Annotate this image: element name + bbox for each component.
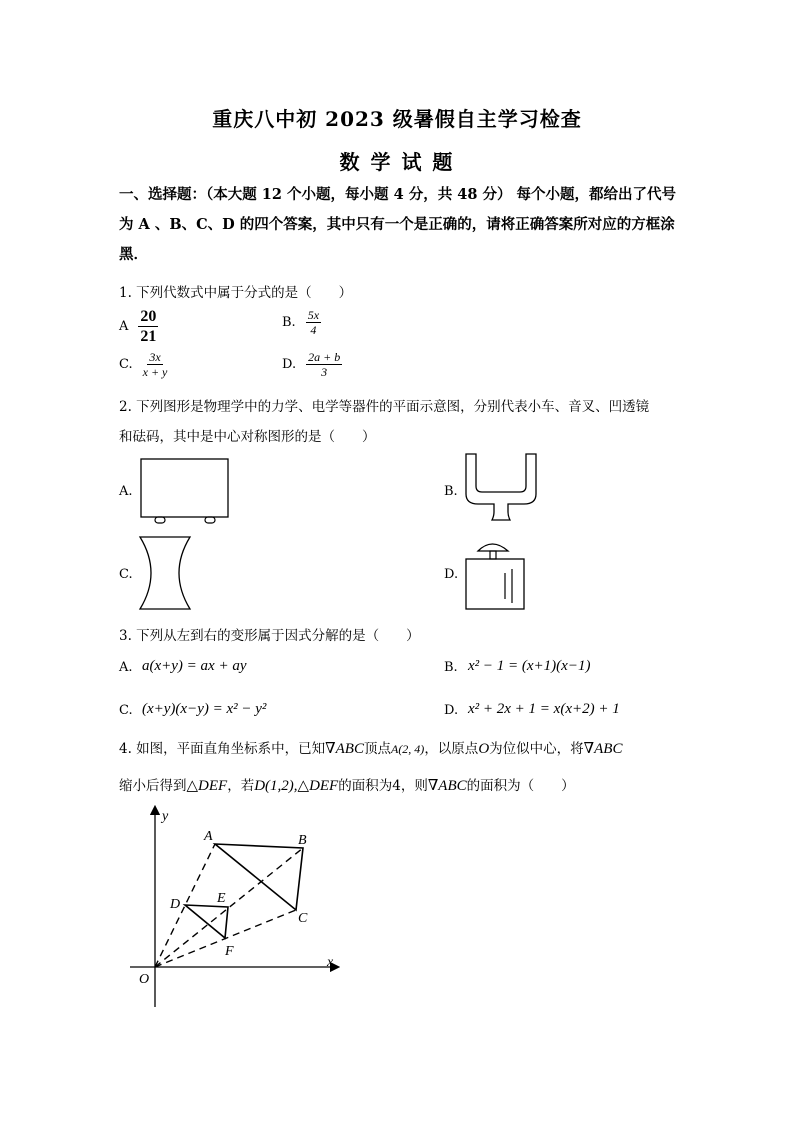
q1-b-fraction — [306, 308, 321, 337]
q2-stem-line1: 2. 下列图形是物理学中的力学、电学等器件的平面示意图，分别代表小车、音叉、凹透镜 — [119, 399, 650, 415]
q3-d-label: D. — [444, 703, 459, 718]
q4-text-2d: 的面积为（ ） — [466, 778, 575, 794]
label-d: D — [170, 897, 181, 912]
q4-abc-1: ∇ABC — [325, 741, 364, 757]
q1-a-fraction — [138, 307, 158, 346]
q4-text-2a: 缩小后得到 — [119, 778, 187, 794]
q4-def-2: △DEF — [297, 778, 339, 794]
q1-option-d — [282, 350, 342, 379]
q2-b-label: B. — [444, 484, 458, 499]
label-c: C — [298, 911, 308, 926]
q1-a-num: 20 — [140, 308, 157, 325]
q3-c-label: C. — [119, 703, 133, 718]
q3-c-expr: (x+y)(x−y) = x² − y² — [142, 701, 267, 717]
q1-option-b — [282, 308, 321, 337]
q1-c-den: x + y — [142, 365, 168, 379]
q3-b-label: B. — [444, 660, 458, 675]
q1-c-num: 3x — [149, 350, 161, 364]
q4-text-2c: 的面积为4，则 — [338, 778, 428, 794]
q1-d-label: D. — [282, 357, 297, 372]
q4-text-2b: ，若 — [227, 778, 255, 794]
q1-b-den: 4 — [310, 323, 317, 337]
q4-origin: O — [478, 741, 490, 757]
q1-b-num: 5x — [307, 308, 320, 322]
q4-text-1a: 4. 如图，平面直角坐标系中，已知 — [119, 741, 326, 757]
exam-title: 重庆八中初 2023 级暑假自主学习检查 — [212, 107, 582, 131]
q1-option-a — [119, 307, 158, 346]
label-x: x — [327, 955, 334, 970]
q4-point-d: D(1,2), — [254, 778, 298, 794]
label-y: y — [162, 809, 169, 824]
q3-a-label: A. — [119, 660, 133, 675]
q3-b-expr: x² − 1 = (x+1)(x−1) — [468, 658, 591, 674]
q4-def-1: △DEF — [186, 778, 228, 794]
q4-stem-line1 — [119, 737, 622, 758]
q4-text-1c: ，以原点 — [424, 741, 479, 757]
concave-lens-figure — [138, 535, 198, 615]
triangle-def — [185, 905, 228, 938]
label-o: O — [139, 972, 150, 987]
q4-point-a: A(2, 4) — [390, 742, 425, 756]
q4-text-1b: 顶点 — [363, 741, 391, 757]
cart-figure — [135, 455, 235, 527]
q1-b-label: B. — [282, 315, 296, 330]
q3-stem: 3. 下列从左到右的变形属于因式分解的是（ ） — [119, 628, 420, 644]
q1-d-num: 2a + b — [308, 350, 341, 364]
q1-a-label: A — [119, 319, 129, 334]
q2-stem-line2: 和砝码，其中是中心对称图形的是（ ） — [119, 429, 376, 445]
coordinate-figure — [120, 800, 360, 1015]
exam-subtitle: 数 学 试 题 — [339, 150, 455, 174]
q1-c-label: C. — [119, 357, 133, 372]
label-e: E — [217, 891, 226, 906]
q1-option-c — [119, 350, 167, 379]
q4-abc-2: ∇ABC — [583, 741, 623, 757]
label-f: F — [225, 944, 234, 959]
q3-a-expr: a(x+y) = ax + ay — [142, 658, 247, 674]
q1-a-den: 21 — [140, 328, 157, 345]
q2-d-label: D. — [444, 567, 459, 582]
q1-c-fraction — [143, 350, 168, 379]
triangle-abc — [215, 844, 303, 910]
label-a: A — [204, 829, 213, 844]
section-heading: 一、选择题：（本大题 12 个小题，每小题 4 分，共 48 分） 每个小题，都给出了代号为 A 、B、C、D 的四个答案，其中只有一个是正确的，请将正确答案所对应的方框涂黑． — [119, 186, 677, 263]
q2-c-label: C. — [119, 567, 133, 582]
tuning-fork-figure — [462, 450, 552, 530]
label-b: B — [298, 833, 307, 848]
q1-d-fraction — [306, 350, 342, 379]
weight-figure — [462, 535, 532, 615]
q1-d-den: 3 — [321, 365, 328, 379]
q2-a-label: A. — [119, 484, 133, 499]
q4-stem-line2 — [119, 774, 575, 795]
q4-text-1d: 为位似中心，将 — [489, 741, 584, 757]
q3-d-expr: x² + 2x + 1 = x(x+2) + 1 — [468, 701, 620, 717]
q1-stem: 1. 下列代数式中属于分式的是（ ） — [119, 285, 353, 301]
q4-abc-3: ∇ABC — [427, 778, 467, 794]
